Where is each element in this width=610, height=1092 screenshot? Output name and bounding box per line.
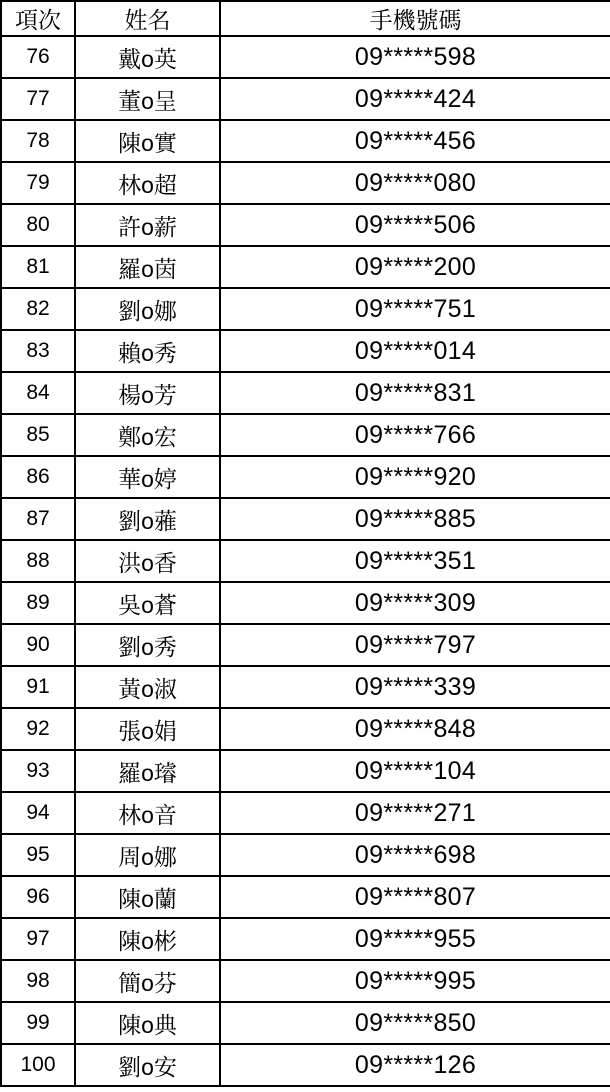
table-row xyxy=(1,162,610,204)
row-phone-cell: 09*****351 xyxy=(220,540,610,582)
header-name: 姓名 xyxy=(75,1,220,36)
row-index-cell: 77 xyxy=(1,78,75,120)
table-row xyxy=(1,834,610,876)
row-index-cell: 87 xyxy=(1,498,75,540)
table-row xyxy=(1,1002,610,1044)
row-index-cell: 86 xyxy=(1,456,75,498)
row-index-cell: 94 xyxy=(1,792,75,834)
header-phone: 手機號碼 xyxy=(220,1,610,36)
row-phone-cell: 09*****271 xyxy=(220,792,610,834)
row-name-cell: 洪o香 xyxy=(75,540,220,582)
row-phone-cell: 09*****751 xyxy=(220,288,610,330)
table-row xyxy=(1,540,610,582)
row-phone-cell: 09*****698 xyxy=(220,834,610,876)
row-name-cell: 劉o蕥 xyxy=(75,498,220,540)
table-row xyxy=(1,36,610,78)
row-name-cell: 董o呈 xyxy=(75,78,220,120)
row-index-cell: 97 xyxy=(1,918,75,960)
row-index-cell: 95 xyxy=(1,834,75,876)
row-phone-cell: 09*****104 xyxy=(220,750,610,792)
header-index: 項次 xyxy=(1,1,75,36)
row-index-cell: 82 xyxy=(1,288,75,330)
row-name-cell: 劉o秀 xyxy=(75,624,220,666)
row-phone-cell: 09*****885 xyxy=(220,498,610,540)
row-name-cell: 鄭o宏 xyxy=(75,414,220,456)
row-name-cell: 張o娟 xyxy=(75,708,220,750)
row-name-cell: 林o音 xyxy=(75,792,220,834)
row-index-cell: 93 xyxy=(1,750,75,792)
table-row xyxy=(1,792,610,834)
row-phone-cell: 09*****200 xyxy=(220,246,610,288)
table-row xyxy=(1,666,610,708)
row-name-cell: 楊o芳 xyxy=(75,372,220,414)
row-index-cell: 76 xyxy=(1,36,75,78)
row-name-cell: 華o婷 xyxy=(75,456,220,498)
row-index-cell: 83 xyxy=(1,330,75,372)
row-index-cell: 91 xyxy=(1,666,75,708)
row-phone-cell: 09*****766 xyxy=(220,414,610,456)
row-name-cell: 劉o娜 xyxy=(75,288,220,330)
row-name-cell: 劉o安 xyxy=(75,1044,220,1086)
row-index-cell: 89 xyxy=(1,582,75,624)
row-name-cell: 戴o英 xyxy=(75,36,220,78)
table-row xyxy=(1,708,610,750)
table-row xyxy=(1,414,610,456)
row-phone-cell: 09*****920 xyxy=(220,456,610,498)
table-row xyxy=(1,78,610,120)
row-index-cell: 90 xyxy=(1,624,75,666)
row-name-cell: 許o薪 xyxy=(75,204,220,246)
row-phone-cell: 09*****014 xyxy=(220,330,610,372)
row-phone-cell: 09*****126 xyxy=(220,1044,610,1086)
table-row xyxy=(1,330,610,372)
table-row xyxy=(1,624,610,666)
row-name-cell: 林o超 xyxy=(75,162,220,204)
table-row xyxy=(1,120,610,162)
table-row xyxy=(1,288,610,330)
row-name-cell: 陳o實 xyxy=(75,120,220,162)
row-name-cell: 簡o芬 xyxy=(75,960,220,1002)
row-phone-cell: 09*****339 xyxy=(220,666,610,708)
row-index-cell: 92 xyxy=(1,708,75,750)
table-row xyxy=(1,582,610,624)
table-row xyxy=(1,1044,610,1086)
row-phone-cell: 09*****848 xyxy=(220,708,610,750)
row-phone-cell: 09*****797 xyxy=(220,624,610,666)
row-phone-cell: 09*****309 xyxy=(220,582,610,624)
row-index-cell: 79 xyxy=(1,162,75,204)
row-name-cell: 陳o彬 xyxy=(75,918,220,960)
row-name-cell: 周o娜 xyxy=(75,834,220,876)
row-index-cell: 78 xyxy=(1,120,75,162)
table-row xyxy=(1,876,610,918)
table-row xyxy=(1,750,610,792)
row-phone-cell: 09*****955 xyxy=(220,918,610,960)
row-phone-cell: 09*****506 xyxy=(220,204,610,246)
row-index-cell: 96 xyxy=(1,876,75,918)
row-index-cell: 80 xyxy=(1,204,75,246)
table-row xyxy=(1,960,610,1002)
row-index-cell: 85 xyxy=(1,414,75,456)
table-row xyxy=(1,372,610,414)
header-row xyxy=(1,1,610,36)
row-name-cell: 陳o蘭 xyxy=(75,876,220,918)
row-phone-cell: 09*****424 xyxy=(220,78,610,120)
row-phone-cell: 09*****850 xyxy=(220,1002,610,1044)
row-name-cell: 賴o秀 xyxy=(75,330,220,372)
row-index-cell: 100 xyxy=(1,1044,75,1086)
row-phone-cell: 09*****080 xyxy=(220,162,610,204)
table-row xyxy=(1,456,610,498)
table-header xyxy=(1,1,610,36)
row-phone-cell: 09*****598 xyxy=(220,36,610,78)
row-phone-cell: 09*****456 xyxy=(220,120,610,162)
row-index-cell: 84 xyxy=(1,372,75,414)
row-index-cell: 99 xyxy=(1,1002,75,1044)
row-index-cell: 98 xyxy=(1,960,75,1002)
row-name-cell: 吳o蒼 xyxy=(75,582,220,624)
row-phone-cell: 09*****995 xyxy=(220,960,610,1002)
row-name-cell: 羅o璿 xyxy=(75,750,220,792)
table-body xyxy=(1,36,610,1086)
row-index-cell: 81 xyxy=(1,246,75,288)
table-row xyxy=(1,204,610,246)
table-row xyxy=(1,246,610,288)
row-index-cell: 88 xyxy=(1,540,75,582)
table-row xyxy=(1,918,610,960)
row-phone-cell: 09*****831 xyxy=(220,372,610,414)
row-name-cell: 陳o典 xyxy=(75,1002,220,1044)
row-phone-cell: 09*****807 xyxy=(220,876,610,918)
row-name-cell: 黃o淑 xyxy=(75,666,220,708)
table-row xyxy=(1,498,610,540)
row-name-cell: 羅o茵 xyxy=(75,246,220,288)
